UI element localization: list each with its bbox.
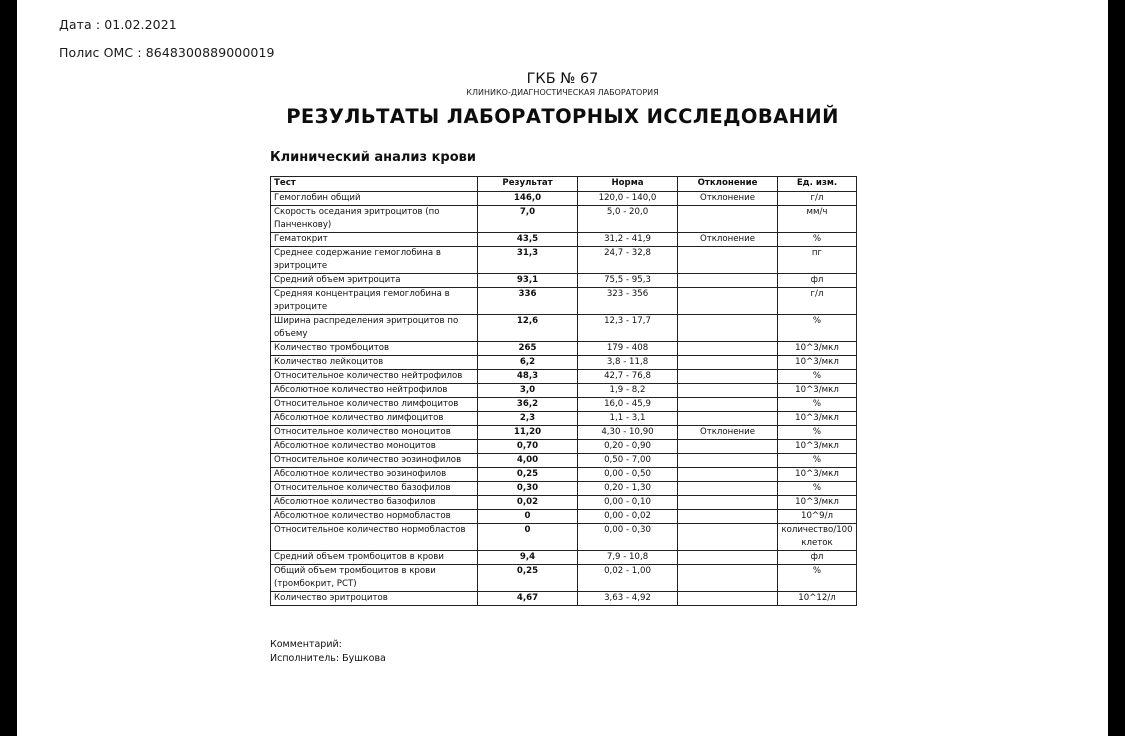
deviation-cell xyxy=(678,356,778,370)
table-row xyxy=(271,247,857,274)
unit-cell: 10^3/мкл xyxy=(778,384,857,398)
results-body xyxy=(271,192,857,606)
test-name-cell: Относительное количество эозинофилов xyxy=(271,454,478,468)
table-row xyxy=(271,288,857,315)
unit-cell: % xyxy=(778,454,857,468)
norm-cell: 75,5 - 95,3 xyxy=(578,274,678,288)
unit-cell: 10^3/мкл xyxy=(778,496,857,510)
test-name-cell: Абсолютное количество моноцитов xyxy=(271,440,478,454)
deviation-cell xyxy=(678,274,778,288)
deviation-cell xyxy=(678,247,778,274)
norm-cell: 1,1 - 3,1 xyxy=(578,412,678,426)
table-header-row xyxy=(271,177,857,192)
unit-cell: % xyxy=(778,565,857,592)
unit-cell: 10^12/л xyxy=(778,592,857,606)
document-page xyxy=(17,0,1108,736)
norm-cell: 0,00 - 0,02 xyxy=(578,510,678,524)
deviation-cell xyxy=(678,496,778,510)
deviation-cell xyxy=(678,454,778,468)
result-cell: 336 xyxy=(478,288,578,315)
unit-cell: 10^3/мкл xyxy=(778,468,857,482)
unit-cell: фл xyxy=(778,274,857,288)
comment-label: Комментарий: xyxy=(270,639,342,650)
test-name-cell: Среднее содержание гемоглобина в эритроците xyxy=(271,247,478,274)
results-table xyxy=(270,176,857,606)
table-row xyxy=(271,551,857,565)
norm-cell: 0,00 - 0,30 xyxy=(578,524,678,551)
result-cell: 0,02 xyxy=(478,496,578,510)
test-name-cell: Средняя концентрация гемоглобина в эритроците xyxy=(271,288,478,315)
table-row xyxy=(271,592,857,606)
unit-cell: количество/100 клеток xyxy=(778,524,857,551)
column-header-unit: Ед. изм. xyxy=(778,177,857,192)
norm-cell: 24,7 - 32,8 xyxy=(578,247,678,274)
norm-cell: 120,0 - 140,0 xyxy=(578,192,678,206)
unit-cell: 10^9/л xyxy=(778,510,857,524)
unit-cell: 10^3/мкл xyxy=(778,440,857,454)
test-name-cell: Количество эритроцитов xyxy=(271,592,478,606)
deviation-cell xyxy=(678,510,778,524)
deviation-cell: Отклонение xyxy=(678,426,778,440)
test-name-cell: Абсолютное количество базофилов xyxy=(271,496,478,510)
test-name-cell: Скорость оседания эритроцитов (по Панченкову) xyxy=(271,206,478,233)
deviation-cell xyxy=(678,412,778,426)
section-title: Клинический анализ крови xyxy=(270,150,476,165)
unit-cell: пг xyxy=(778,247,857,274)
norm-cell: 42,7 - 76,8 xyxy=(578,370,678,384)
date-line: Дата : 01.02.2021 xyxy=(59,17,177,32)
table-row xyxy=(271,565,857,592)
test-name-cell: Гемоглобин общий xyxy=(271,192,478,206)
policy-line: Полис ОМС : 8648300889000019 xyxy=(59,45,275,60)
organization-name: ГКБ № 67 xyxy=(526,71,599,87)
deviation-cell xyxy=(678,482,778,496)
result-cell: 2,3 xyxy=(478,412,578,426)
result-cell: 265 xyxy=(478,342,578,356)
deviation-cell xyxy=(678,565,778,592)
norm-cell: 1,9 - 8,2 xyxy=(578,384,678,398)
table-row xyxy=(271,412,857,426)
norm-cell: 3,8 - 11,8 xyxy=(578,356,678,370)
norm-cell: 179 - 408 xyxy=(578,342,678,356)
table-row xyxy=(271,524,857,551)
table-row xyxy=(271,274,857,288)
deviation-cell xyxy=(678,370,778,384)
table-row xyxy=(271,426,857,440)
norm-cell: 3,63 - 4,92 xyxy=(578,592,678,606)
result-cell: 0,25 xyxy=(478,565,578,592)
norm-cell: 0,02 - 1,00 xyxy=(578,565,678,592)
table-row xyxy=(271,398,857,412)
norm-cell: 12,3 - 17,7 xyxy=(578,315,678,342)
column-header-norm: Норма xyxy=(578,177,678,192)
test-name-cell: Количество тромбоцитов xyxy=(271,342,478,356)
unit-cell: % xyxy=(778,482,857,496)
result-cell: 6,2 xyxy=(478,356,578,370)
table-row xyxy=(271,440,857,454)
result-cell: 3,0 xyxy=(478,384,578,398)
unit-cell: г/л xyxy=(778,288,857,315)
result-cell: 7,0 xyxy=(478,206,578,233)
result-cell: 0,25 xyxy=(478,468,578,482)
test-name-cell: Абсолютное количество эозинофилов xyxy=(271,468,478,482)
column-header-deviation: Отклонение xyxy=(678,177,778,192)
result-cell: 0 xyxy=(478,510,578,524)
test-name-cell: Относительное количество моноцитов xyxy=(271,426,478,440)
deviation-cell xyxy=(678,315,778,342)
result-cell: 9,4 xyxy=(478,551,578,565)
norm-cell: 0,00 - 0,10 xyxy=(578,496,678,510)
result-cell: 31,3 xyxy=(478,247,578,274)
test-name-cell: Относительное количество базофилов xyxy=(271,482,478,496)
column-header-result: Результат xyxy=(478,177,578,192)
document-title: РЕЗУЛЬТАТЫ ЛАБОРАТОРНЫХ ИССЛЕДОВАНИЙ xyxy=(286,105,839,128)
deviation-cell xyxy=(678,551,778,565)
test-name-cell: Гематокрит xyxy=(271,233,478,247)
table-row xyxy=(271,233,857,247)
test-name-cell: Ширина распределения эритроцитов по объему xyxy=(271,315,478,342)
table-row xyxy=(271,468,857,482)
deviation-cell xyxy=(678,468,778,482)
deviation-cell xyxy=(678,440,778,454)
test-name-cell: Средний объем тромбоцитов в крови xyxy=(271,551,478,565)
unit-cell: г/л xyxy=(778,192,857,206)
deviation-cell xyxy=(678,524,778,551)
unit-cell: % xyxy=(778,398,857,412)
test-name-cell: Относительное количество лимфоцитов xyxy=(271,398,478,412)
deviation-cell xyxy=(678,398,778,412)
column-header-test: Тест xyxy=(271,177,478,192)
deviation-cell xyxy=(678,342,778,356)
norm-cell: 5,0 - 20,0 xyxy=(578,206,678,233)
test-name-cell: Относительное количество нейтрофилов xyxy=(271,370,478,384)
deviation-cell xyxy=(678,592,778,606)
unit-cell: 10^3/мкл xyxy=(778,342,857,356)
table-row xyxy=(271,370,857,384)
result-cell: 48,3 xyxy=(478,370,578,384)
test-name-cell: Общий объем тромбоцитов в крови (тромбокрит, PCT) xyxy=(271,565,478,592)
unit-cell: % xyxy=(778,315,857,342)
norm-cell: 0,50 - 7,00 xyxy=(578,454,678,468)
result-cell: 4,67 xyxy=(478,592,578,606)
table-row xyxy=(271,356,857,370)
deviation-cell xyxy=(678,384,778,398)
table-row xyxy=(271,454,857,468)
unit-cell: % xyxy=(778,370,857,384)
norm-cell: 7,9 - 10,8 xyxy=(578,551,678,565)
result-cell: 11,20 xyxy=(478,426,578,440)
test-name-cell: Количество лейкоцитов xyxy=(271,356,478,370)
result-cell: 43,5 xyxy=(478,233,578,247)
result-cell: 12,6 xyxy=(478,315,578,342)
deviation-cell xyxy=(678,206,778,233)
result-cell: 146,0 xyxy=(478,192,578,206)
unit-cell: % xyxy=(778,233,857,247)
table-row xyxy=(271,342,857,356)
test-name-cell: Абсолютное количество нейтрофилов xyxy=(271,384,478,398)
test-name-cell: Абсолютное количество нормобластов xyxy=(271,510,478,524)
result-cell: 0 xyxy=(478,524,578,551)
result-cell: 4,00 xyxy=(478,454,578,468)
deviation-cell: Отклонение xyxy=(678,233,778,247)
table-row xyxy=(271,192,857,206)
unit-cell: мм/ч xyxy=(778,206,857,233)
test-name-cell: Относительное количество нормобластов xyxy=(271,524,478,551)
table-row xyxy=(271,482,857,496)
table-row xyxy=(271,510,857,524)
norm-cell: 0,00 - 0,50 xyxy=(578,468,678,482)
result-cell: 0,30 xyxy=(478,482,578,496)
norm-cell: 16,0 - 45,9 xyxy=(578,398,678,412)
executor-label: Исполнитель: Бушкова xyxy=(270,653,386,664)
result-cell: 0,70 xyxy=(478,440,578,454)
deviation-cell: Отклонение xyxy=(678,192,778,206)
result-cell: 36,2 xyxy=(478,398,578,412)
test-name-cell: Средний объем эритроцита xyxy=(271,274,478,288)
laboratory-name: КЛИНИКО-ДИАГНОСТИЧЕСКАЯ ЛАБОРАТОРИЯ xyxy=(466,88,659,97)
unit-cell: 10^3/мкл xyxy=(778,356,857,370)
table-row xyxy=(271,315,857,342)
test-name-cell: Абсолютное количество лимфоцитов xyxy=(271,412,478,426)
norm-cell: 0,20 - 0,90 xyxy=(578,440,678,454)
table-row xyxy=(271,384,857,398)
table-row xyxy=(271,206,857,233)
norm-cell: 4,30 - 10,90 xyxy=(578,426,678,440)
deviation-cell xyxy=(678,288,778,315)
norm-cell: 31,2 - 41,9 xyxy=(578,233,678,247)
unit-cell: 10^3/мкл xyxy=(778,412,857,426)
unit-cell: фл xyxy=(778,551,857,565)
table-row xyxy=(271,496,857,510)
norm-cell: 0,20 - 1,30 xyxy=(578,482,678,496)
norm-cell: 323 - 356 xyxy=(578,288,678,315)
result-cell: 93,1 xyxy=(478,274,578,288)
unit-cell: % xyxy=(778,426,857,440)
